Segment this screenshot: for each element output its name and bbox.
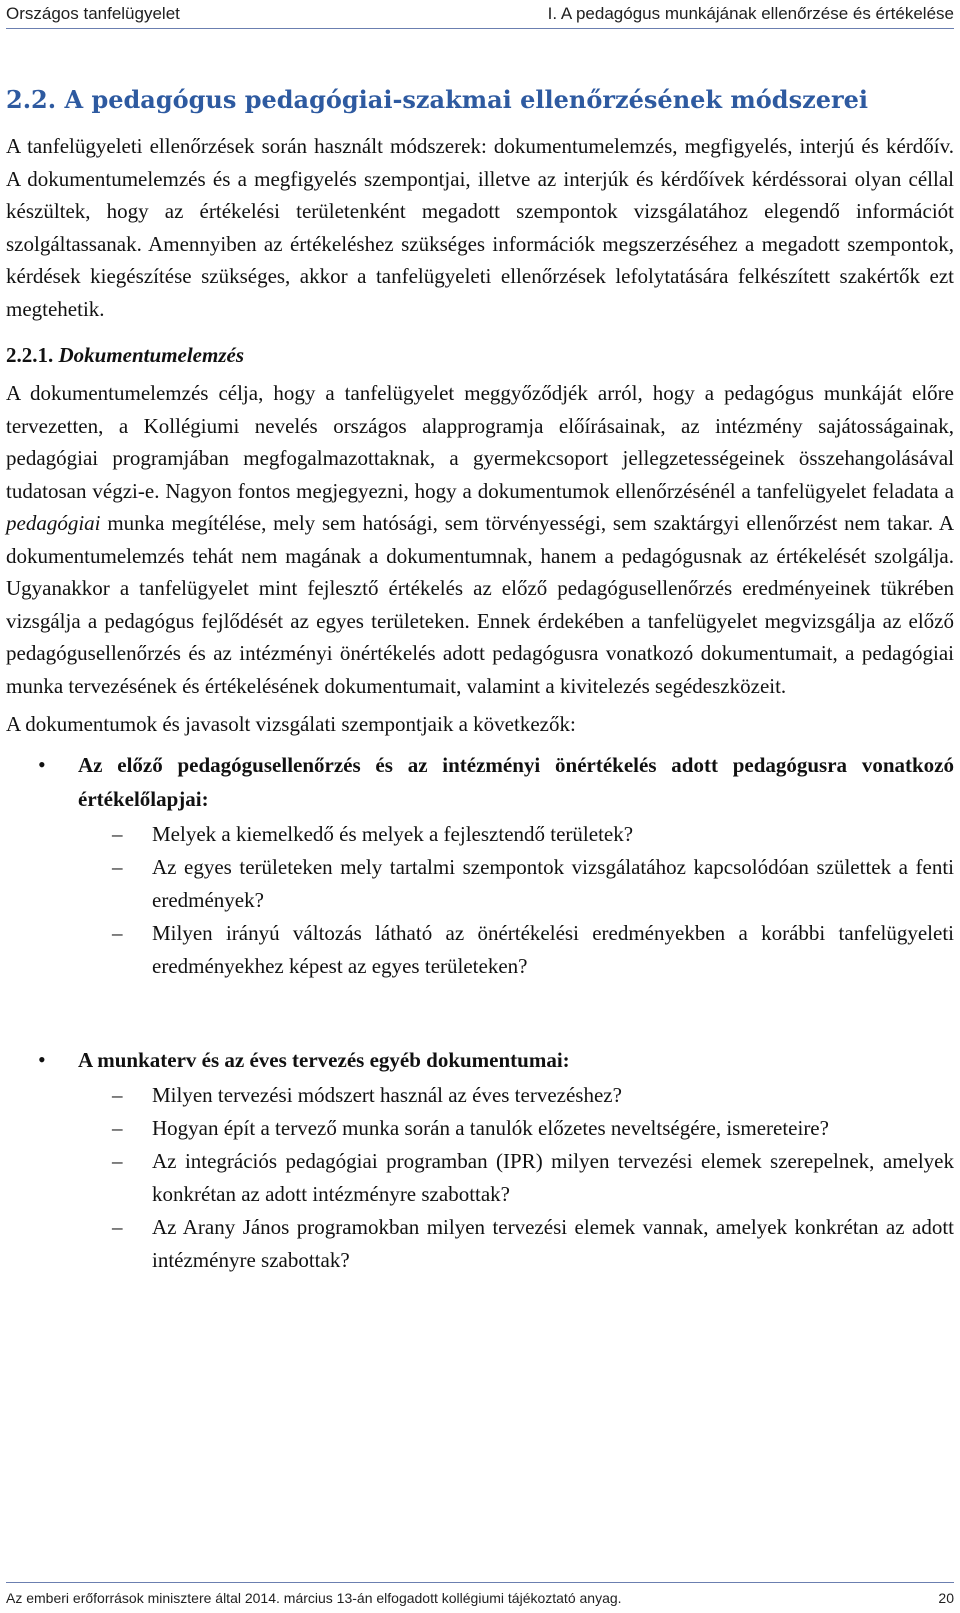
- footer-text: Az emberi erőforrások minisztere által 2014. március 13-án elfogadott kollégiumi tájékoztató anyag.: [6, 1590, 622, 1606]
- dash-text: Melyek a kiemelkedő és melyek a fejlesztendő területek?: [152, 822, 634, 846]
- bullet-item: [6, 1043, 954, 1077]
- subsection-heading: [6, 339, 954, 371]
- page-header: [6, 0, 954, 29]
- paragraph-part-2: munka megítélése, mely sem hatósági, sem törvényességi, sem szaktárgyi ellenőrzést nem takar. A dokumentumelemzés tehát nem magának a dokumentumnak, hanem a pedagógusnak az értékelését szolgálja. Ugyanakkor a tanfelügyelet mint fejlesztő értékelés az előző pedagógusellenőrzés eredményeinek tükrében vizsgálja a pedagógus fejlődését az egyes területeken. Ennek érdekében a tanfelügyelet megvizsgálja az előző pedagógusellenőrzés és az intézményi önértékelés adott pedagógusra vonatkozó dokumentumait, a pedagógiai munka tervezésének és értékelésének dokumentumait, valamint a kivitelezés segédeszközeit.: [6, 511, 954, 698]
- header-left-title: Országos tanfelügyelet: [6, 4, 180, 23]
- page-footer: [6, 1582, 954, 1613]
- dash-icon: –: [112, 1215, 123, 1239]
- dash-item: [6, 851, 954, 917]
- page-content: [6, 84, 954, 1277]
- dash-text: Milyen tervezési módszert használ az éves tervezéshez?: [152, 1083, 622, 1107]
- dash-icon: –: [112, 1083, 123, 1107]
- bullet-title: Az előző pedagógusellenőrzés és az intézményi önértékelés adott pedagógusra vonatkozó értékelőlapjai:: [78, 753, 954, 811]
- dash-icon: –: [112, 1149, 123, 1173]
- dash-text: Hogyan épít a tervező munka során a tanulók előzetes neveltségére, ismereteire?: [152, 1116, 829, 1140]
- dash-text: Az Arany János programokban milyen tervezési elemek vannak, amelyek konkrétan az adott intézményre szabottak?: [152, 1215, 954, 1272]
- dash-text: Milyen irányú változás látható az önértékelési eredményekben a korábbi tanfelügyeleti eredményekhez képest az egyes területeken?: [152, 921, 954, 978]
- header-right-title: I. A pedagógus munkájának ellenőrzése és értékelése: [547, 4, 954, 23]
- dash-item: [6, 1079, 954, 1112]
- dash-item: [6, 1211, 954, 1277]
- dash-icon: –: [112, 1116, 123, 1140]
- list-intro: A dokumentumok és javasolt vizsgálati szempontjaik a következők:: [6, 712, 576, 736]
- page-number: 20: [938, 1590, 954, 1606]
- dash-text: Az egyes területeken mely tartalmi szempontok vizsgálatához kapcsolódóan születtek a fenti eredmények?: [152, 855, 954, 912]
- bullet-icon: •: [38, 752, 46, 777]
- dash-item: [6, 1112, 954, 1145]
- dash-icon: –: [112, 855, 123, 879]
- bullet-title: A munkaterv és az éves tervezés egyéb dokumentumai:: [78, 1048, 570, 1072]
- section-heading: 2.2. A pedagógus pedagógiai-szakmai ellenőrzésének módszerei: [6, 85, 869, 114]
- bullet-icon: •: [38, 1047, 46, 1072]
- paragraph-part-1: A dokumentumelemzés célja, hogy a tanfelügyelet meggyőződjék arról, hogy a pedagógus munkáját előre tervezetten, a Kollégiumi nevelés országos alapprogramja előírásainak, az intézmény sajátosságainak, pedagógiai programjában megfogalmazottaknak, a gyermekcsoport jellegzetességeinek összehangolásával tudatosan végzi-e. Nagyon fontos megjegyezni, hogy a dokumentumok ellenőrzésénél a tanfelügyelet feladata a: [6, 381, 954, 503]
- dash-icon: –: [112, 921, 123, 945]
- dash-item: [6, 818, 954, 851]
- subsection-number: 2.2.1.: [6, 343, 54, 367]
- dash-item: [6, 1145, 954, 1211]
- dash-icon: –: [112, 822, 123, 846]
- bullet-item: [6, 748, 954, 816]
- subsection-title: Dokumentumelemzés: [58, 343, 245, 367]
- dash-item: [6, 917, 954, 983]
- dash-text: Az integrációs pedagógiai programban (IPR) milyen tervezési elemek szerepelnek, amelyek konkrétan az adott intézményre szabottak?: [152, 1149, 954, 1206]
- paragraph-italic-word: pedagógiai: [6, 511, 101, 535]
- subsection-paragraph: [6, 377, 954, 702]
- section-intro-paragraph: A tanfelügyeleti ellenőrzések során használt módszerek: dokumentumelemzés, megfigyelés, interjú és kérdőív. A dokumentumelemzés és a megfigyelés szempontjai, illetve az interjúk és kérdőívek kérdéssorai olyan céllal készültek, hogy az értékelési területenként megadott szempontok vizsgálatához elegendő információt szolgáltassanak. Amennyiben az értékeléshez szükséges információk megszerzéséhez a megadott szempontok, kérdések kiegészítése szükséges, akkor a tanfelügyeleti ellenőrzések lefolytatására felkészített szakértők ezt megtehetik.: [6, 134, 954, 321]
